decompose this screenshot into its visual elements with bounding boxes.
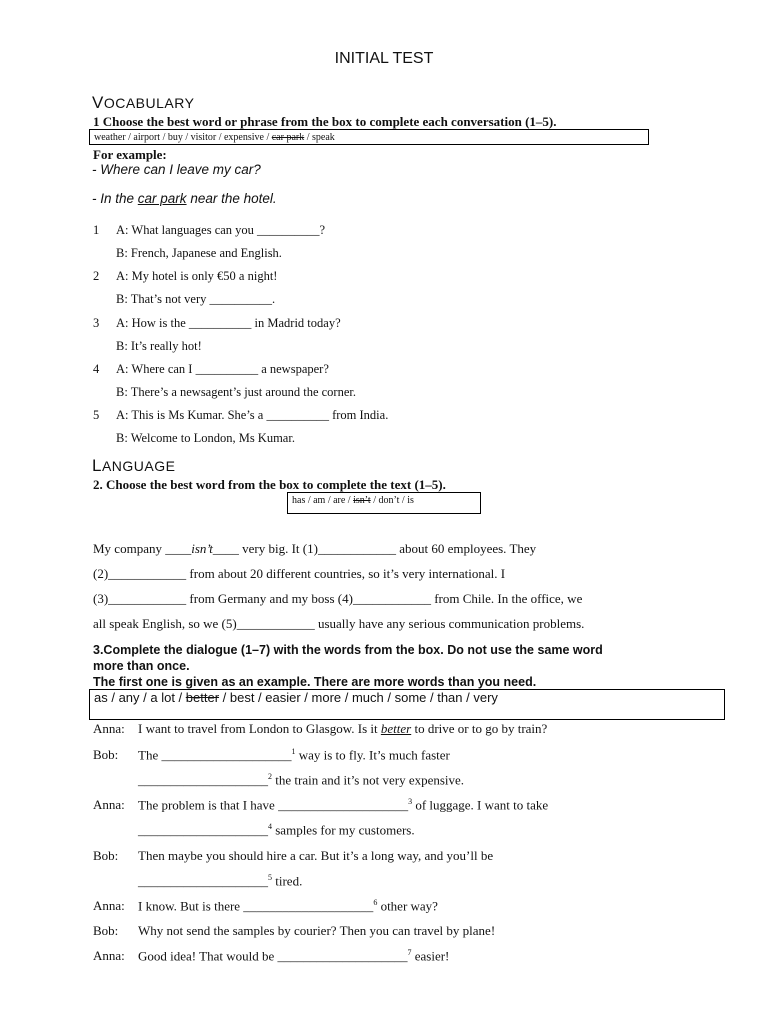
language-word-list: has / am / are / isn’t / don’t / is (292, 495, 414, 506)
item-line-b: B: That’s not very __________. (116, 292, 276, 306)
language-word-box (287, 492, 481, 514)
language-instruction: 2. Choose the best word from the box to complete the text (1–5). (93, 477, 446, 492)
speaker: Anna: (93, 797, 125, 812)
item-line-a: A: How is the __________ in Madrid today? (116, 316, 341, 330)
speaker: Anna: (93, 898, 125, 913)
item-line-b: B: French, Japanese and English. (116, 246, 282, 260)
dialogue-instruction: 3.Complete the dialogue (1–7) with the words from the box. Do not use the same word (93, 643, 603, 657)
vocabulary-word-list: weather / airport / buy / visitor / expensive / car park / speak (94, 132, 335, 143)
dialogue-line: I want to travel from London to Glasgow. Is it better to drive or to go by train? (138, 721, 548, 736)
dialogue-word-list: as / any / a lot / better / best / easier / more / much / some / than / very (94, 690, 498, 705)
dialogue-line: ____________________$^2$ the train and it’s not very expensive. (138, 772, 465, 788)
section-heading-language: LANGUAGE (92, 456, 176, 475)
dialogue-instruction: The first one is given as an example. There are more words than you need. (93, 675, 537, 689)
paragraph-line: (3)____________ from Germany and my boss (4)____________ from Chile. In the office, we (93, 591, 583, 606)
vocabulary-word-box (89, 129, 649, 145)
vocabulary-instruction: 1 Choose the best word or phrase from the box to complete each conversation (1–5). (93, 114, 557, 129)
item-line-b: B: It’s really hot! (116, 339, 202, 353)
dialogue-line: Then maybe you should hire a car. But it’s a long way, and you’ll be (138, 848, 494, 863)
item-line-a: A: Where can I __________ a newspaper? (116, 362, 329, 376)
item-line-b: B: There’s a newsagent’s just around the corner. (116, 385, 356, 399)
item-number: 1 (93, 223, 100, 237)
speaker: Bob: (93, 848, 119, 863)
paragraph-line: all speak English, so we (5)____________ usually have any serious communication problems. (93, 616, 585, 631)
item-number: 5 (93, 408, 100, 422)
dialogue-line: The ____________________$^1$ way is to fly. It’s much faster (138, 747, 450, 763)
speaker: Anna: (93, 721, 125, 736)
dialogue-line: ____________________$^5$ tired. (138, 873, 303, 889)
item-line-a: A: This is Ms Kumar. She’s a __________ from India. (116, 408, 389, 422)
speaker: Anna: (93, 948, 125, 963)
dialogue-line: ____________________$^4$ samples for my customers. (138, 822, 415, 838)
example-label: For example: (93, 147, 167, 162)
item-line-a: A: What languages can you __________? (116, 223, 326, 237)
paragraph-line: My company ____isn’t____ very big. It (1)____________ about 60 employees. They (93, 541, 537, 556)
dialogue-line: I know. But is there ____________________$^6$ other way? (138, 898, 438, 914)
item-line-b: B: Welcome to London, Ms Kumar. (116, 431, 295, 445)
item-number: 3 (93, 316, 100, 330)
dialogue-line: The problem is that I have ____________________$^3$ of luggage. I want to take (138, 797, 549, 813)
item-number: 4 (93, 362, 100, 376)
speaker: Bob: (93, 747, 119, 762)
paragraph-line: (2)____________ from about 20 different countries, so it’s very international. I (93, 566, 506, 581)
dialogue-line: Why not send the samples by courier? Then you can travel by plane! (138, 923, 496, 938)
dialogue-instruction: more than once. (93, 659, 190, 673)
dialogue-line: Good idea! That would be ____________________$^7$ easier! (138, 948, 450, 964)
speaker: Bob: (93, 923, 119, 938)
dialogue-word-box (89, 689, 725, 720)
item-line-a: A: My hotel is only €50 a night! (116, 269, 278, 283)
item-number: 2 (93, 269, 100, 283)
section-heading-vocabulary: VOCABULARY (92, 93, 195, 112)
example-answer: - In the car park near the hotel. (92, 191, 277, 206)
page-title: INITIAL TEST (334, 50, 434, 67)
example-question: - Where can I leave my car? (92, 162, 261, 177)
